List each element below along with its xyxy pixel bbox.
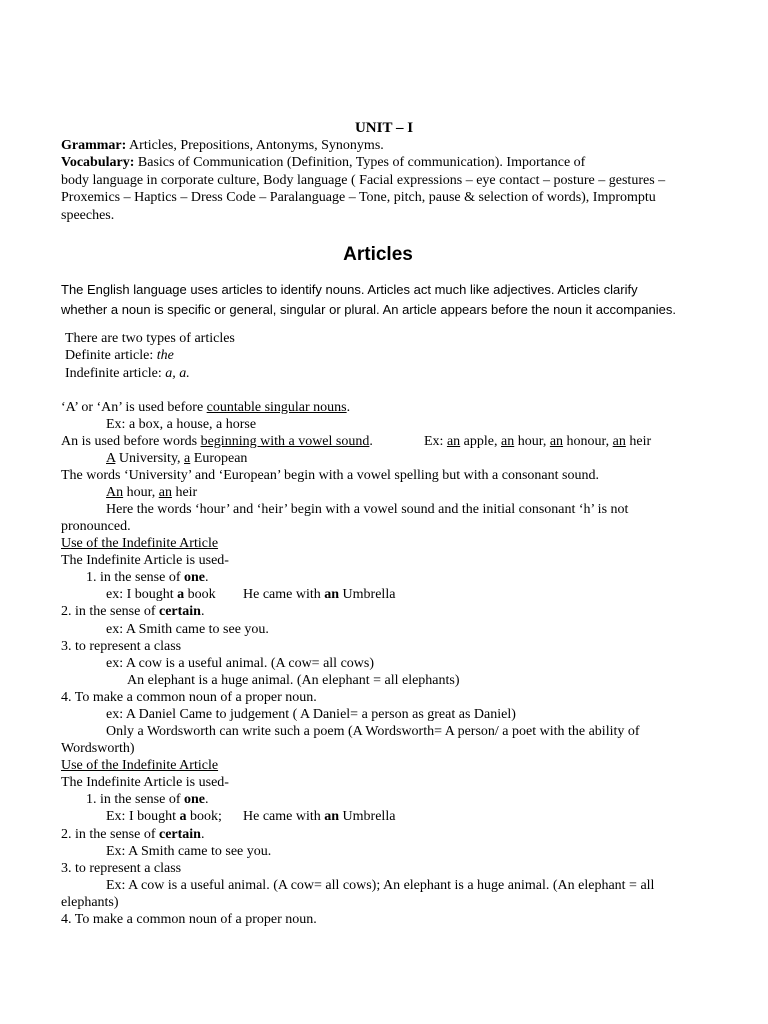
article-word: an	[501, 434, 515, 449]
example-word: honour,	[563, 434, 613, 449]
example-word: hour,	[514, 434, 550, 449]
an-rule-text: An is used before words	[61, 434, 201, 449]
section-2-intro: The Indefinite Article is used-	[61, 775, 229, 790]
section-1-item-4: 4. To make a common noun of a proper noun.	[61, 690, 317, 705]
indefinite-value: a, a.	[165, 366, 190, 381]
item-end: .	[204, 570, 209, 585]
grammar-label: Grammar:	[61, 138, 127, 153]
rule-underlined: countable singular nouns	[206, 400, 347, 415]
example-prefix: Ex:	[424, 434, 447, 449]
article-word: an	[446, 434, 461, 449]
item-end: .	[200, 827, 205, 842]
example-an-words	[424, 433, 651, 450]
section-2-item-1	[86, 791, 208, 808]
section-2-example-3b: elephants)	[61, 895, 119, 910]
item-end: .	[200, 604, 205, 619]
example-university	[106, 450, 247, 467]
vocabulary-label: Vocabulary:	[61, 155, 135, 170]
item-end: .	[204, 792, 209, 807]
item-bold: certain	[158, 604, 201, 619]
example-word: hour,	[123, 485, 159, 500]
article-word: an	[612, 434, 626, 449]
vocabulary-text: Basics of Communication (Definition, Types of communication). Importance of	[134, 155, 586, 170]
articles-heading: Articles	[343, 244, 413, 265]
unit-title: UNIT – I	[354, 120, 414, 136]
hour-explanation: Here the words ‘hour’ and ‘heir’ begin with a vowel sound and the initial consonant ‘h’ is not	[106, 502, 629, 517]
section-title: Use of the Indefinite Article	[61, 536, 219, 551]
section-1-example-4c: Wordsworth)	[61, 741, 135, 756]
section-1-example-1b	[243, 586, 395, 603]
words-explanation: The words ‘University’ and ‘European’ begin with a vowel spelling but with a consonant sound.	[61, 468, 599, 483]
example-text: book;	[186, 809, 222, 824]
example-hour-heir	[106, 484, 197, 501]
an-rule-end: .	[369, 434, 373, 449]
section-title: Use of the Indefinite Article	[61, 758, 219, 773]
definition-line-1: The English language uses articles to identify nouns. Articles act much like adjectives. Articles clarify	[61, 282, 638, 297]
section-2-example-1	[106, 808, 222, 825]
vocabulary-line	[61, 154, 585, 171]
section-1-example-3b: An elephant is a huge animal. (An elephant = all elephants)	[127, 673, 460, 688]
intro-line-3: body language in corporate culture, Body language ( Facial expressions – eye contact – posture – gestures –	[61, 173, 666, 188]
section-1-example-1	[106, 586, 216, 603]
article-word: an	[158, 485, 172, 500]
a-an-rule	[61, 399, 350, 416]
intro-line-5: speeches.	[61, 208, 115, 223]
definite-value: the	[156, 348, 174, 363]
example-box-house: Ex: a box, a house, a horse	[106, 417, 257, 432]
section-1-example-4b: Only a Wordsworth can write such a poem (A Wordsworth= A person/ a poet with the ability of	[106, 724, 640, 739]
an-rule-underlined: beginning with a vowel sound	[200, 434, 370, 449]
section-2-item-2	[61, 826, 204, 843]
section-2-example-3a: Ex: A cow is a useful animal. (A cow= all cows); An elephant is a huge animal. (An elephant = all	[106, 878, 655, 893]
rule-text: ‘A’ or ‘An’ is used before	[61, 400, 207, 415]
section-1-example-2: ex: A Smith came to see you.	[106, 622, 269, 637]
indefinite-article-line	[65, 365, 190, 382]
section-1-intro: The Indefinite Article is used-	[61, 553, 229, 568]
section-2-item-4: 4. To make a common noun of a proper noun.	[61, 912, 317, 927]
example-word: European	[190, 451, 248, 466]
example-text: Umbrella	[339, 587, 396, 602]
rule-end: .	[346, 400, 351, 415]
example-word: heir	[171, 485, 198, 500]
article-word: an	[549, 434, 564, 449]
example-bold: a	[179, 809, 187, 824]
example-text: He came with	[243, 587, 325, 602]
section-1-example-4a: ex: A Daniel Came to judgement ( A Daniel= a person as great as Daniel)	[106, 707, 516, 722]
article-word: A	[106, 451, 116, 466]
grammar-line	[61, 137, 384, 154]
example-text: book	[184, 587, 216, 602]
item-bold: certain	[158, 827, 201, 842]
section-1-item-2	[61, 603, 204, 620]
an-rule	[61, 433, 373, 450]
section-2-example-2: Ex: A Smith came to see you.	[106, 844, 272, 859]
section-2-item-3: 3. to represent a class	[61, 861, 182, 876]
item-text: 1. in the sense of	[86, 570, 184, 585]
section-1-item-3: 3. to represent a class	[61, 639, 182, 654]
example-text: ex: I bought	[106, 587, 178, 602]
definition-line-2: whether a noun is specific or general, singular or plural. An article appears before the noun it accompanies.	[61, 302, 676, 317]
grammar-text: Articles, Prepositions, Antonyms, Synonyms.	[126, 138, 384, 153]
item-text: 1. in the sense of	[86, 792, 184, 807]
section-1-title	[61, 535, 218, 552]
example-bold: an	[324, 809, 340, 824]
example-bold: an	[324, 587, 340, 602]
section-2-example-1b	[243, 808, 395, 825]
indefinite-label: Indefinite article:	[65, 366, 166, 381]
item-text: 2. in the sense of	[61, 827, 159, 842]
section-1-example-3a: ex: A cow is a useful animal. (A cow= all cows)	[106, 656, 375, 671]
hour-explanation-cont: pronounced.	[61, 519, 131, 534]
item-bold: one	[183, 570, 205, 585]
types-intro: There are two types of articles	[65, 331, 235, 346]
definite-label: Definite article:	[65, 348, 157, 363]
section-2-title	[61, 757, 218, 774]
article-word: a	[184, 451, 191, 466]
example-word: heir	[625, 434, 652, 449]
example-word: University,	[115, 451, 185, 466]
section-1-item-1	[86, 569, 208, 586]
example-word: apple,	[460, 434, 501, 449]
intro-line-4: Proxemics – Haptics – Dress Code – Paralanguage – Tone, pitch, pause & selection of words), Impromptu	[61, 190, 656, 205]
example-bold: a	[177, 587, 185, 602]
example-text: He came with	[243, 809, 325, 824]
example-text: Umbrella	[339, 809, 396, 824]
definite-article-line	[65, 347, 174, 364]
item-text: 2. in the sense of	[61, 604, 159, 619]
example-text: Ex: I bought	[106, 809, 180, 824]
item-bold: one	[183, 792, 205, 807]
article-word: An	[106, 485, 124, 500]
